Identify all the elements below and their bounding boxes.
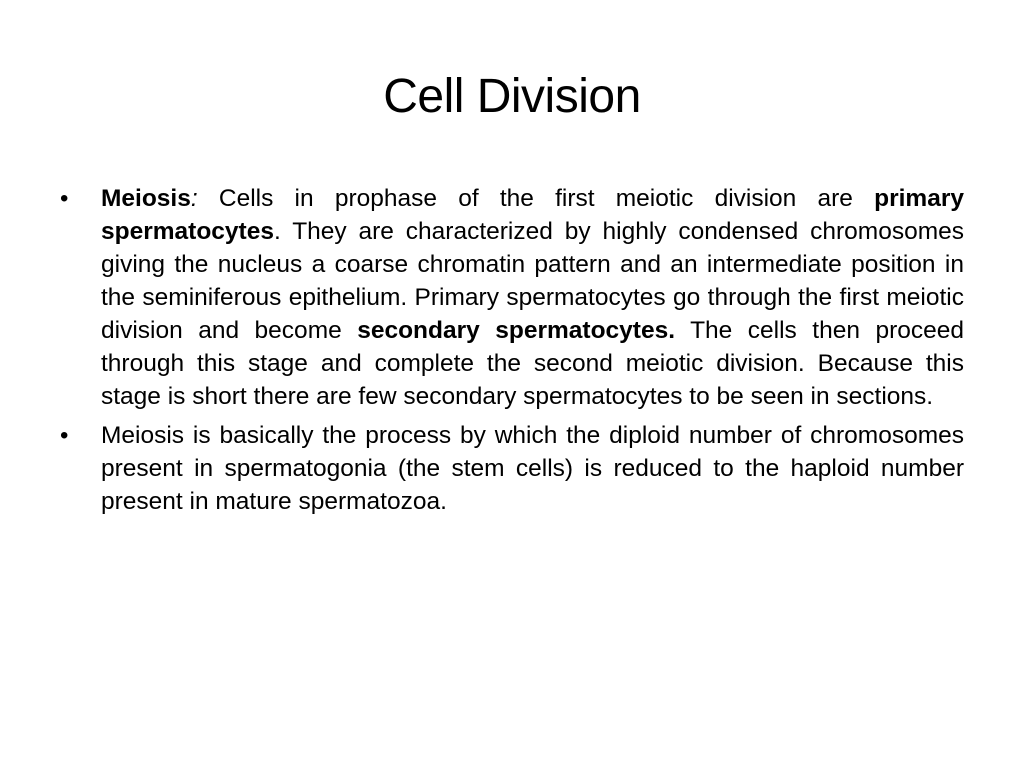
term-meiosis: Meiosis <box>101 185 191 212</box>
body-text: Meiosis is basically the process by which the diploid number of chromosomes present in spermatogonia (the stem cells) is reduced to the haploid number present in mature spermatozoa. <box>101 422 964 515</box>
bullet-icon: • <box>60 185 69 212</box>
body-text: Cells in prophase of the first meiotic division are <box>197 185 875 212</box>
bullet-item-meiosis-definition <box>60 182 964 413</box>
term-secondary-spermatocytes: secondary spermatocytes. <box>357 317 676 344</box>
body-text: The cells then proceed through this stage and complete the second meiotic division. Because this stage is short there are few secondary spermatocytes to be seen in sections. <box>101 317 964 410</box>
slide-title: Cell Division <box>383 70 641 123</box>
colon-text: : <box>190 185 198 212</box>
bullet-list <box>60 182 964 524</box>
term-primary-spermatocytes: primary spermatocytes <box>101 185 964 245</box>
bullet-icon: • <box>60 422 69 449</box>
bullet-item-meiosis-summary <box>60 419 964 518</box>
body-text: . They are characterized by highly condensed chromosomes giving the nucleus a coarse chromatin pattern and an intermediate position in the seminiferous epithelium. Primary spermatocytes go through the first meiotic division and become <box>101 218 964 344</box>
